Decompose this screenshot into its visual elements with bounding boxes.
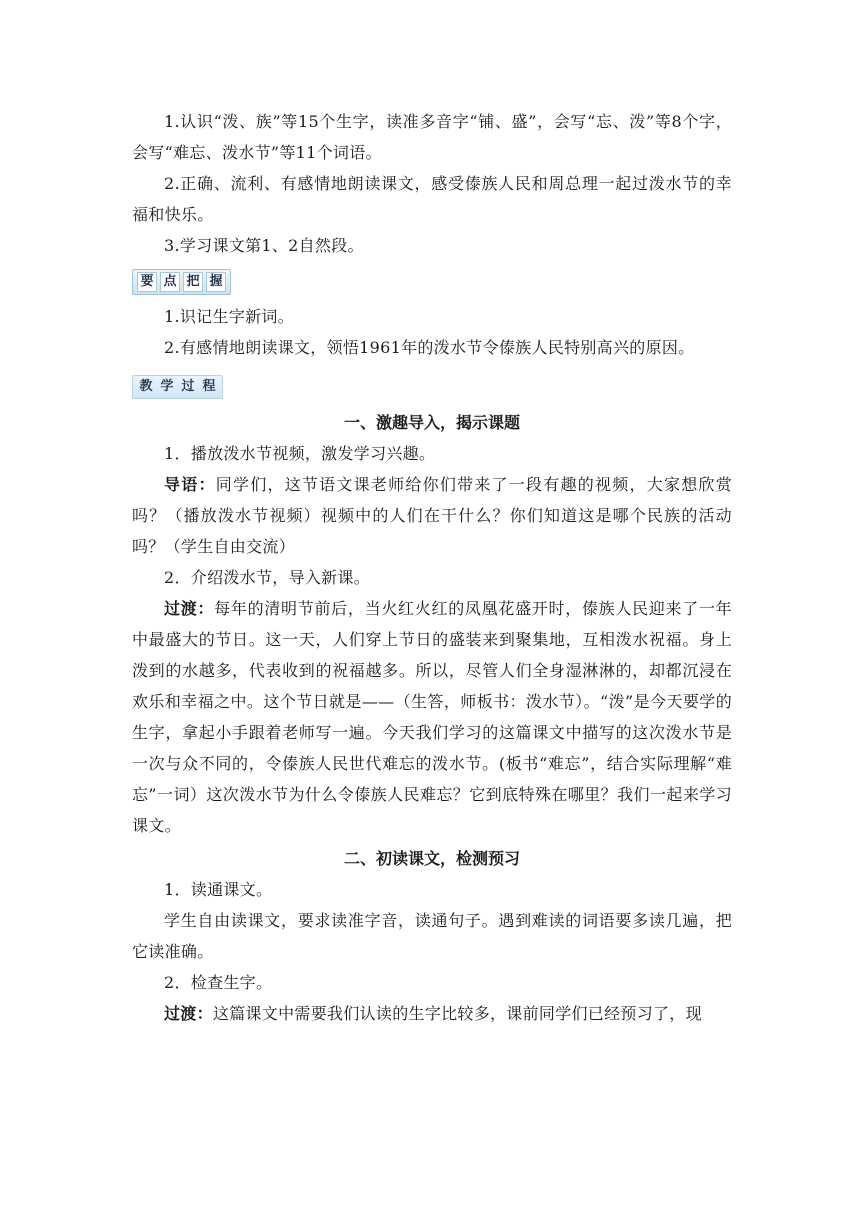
section2-step1: 1．读通课文。 bbox=[164, 880, 273, 899]
transition-text: 这篇课文中需要我们认读的生字比较多，课前同学们已经预习了，现 bbox=[212, 1004, 702, 1023]
guide-label: 导语： bbox=[164, 475, 216, 494]
section1-transition bbox=[132, 593, 732, 841]
badge-char: 教 bbox=[139, 379, 153, 394]
key-point-2: 2.有感情地朗读课文，领悟1961年的泼水节令傣族人民特别高兴的原因。 bbox=[164, 338, 695, 357]
badge-char: 程 bbox=[202, 379, 216, 394]
section-heading-1: 一、激趣导入，揭示课题 bbox=[343, 413, 520, 432]
section2-read: 学生自由读课文，要求读准字音，读通句子。遇到难读的词语要多读几遍，把它读准确。 bbox=[132, 911, 732, 961]
badge-char: 点 bbox=[160, 272, 180, 292]
objective-2: 2.正确、流利、有感情地朗读课文，感受傣族人民和周总理一起过泼水节的幸福和快乐。 bbox=[132, 174, 732, 224]
guide-text: 同学们，这节语文课老师给你们带来了一段有趣的视频，大家想欣赏吗？（播放泼水节视频）视频中的人们在干什么？你们知道这是哪个民族的活动吗？（学生自由交流） bbox=[132, 475, 732, 556]
badge-char: 握 bbox=[206, 272, 226, 292]
section2-transition bbox=[132, 998, 732, 1029]
key-point-1: 1.识记生字新词。 bbox=[164, 307, 294, 326]
transition-label: 过渡： bbox=[164, 599, 215, 618]
badge-char: 过 bbox=[181, 379, 195, 394]
key-points-badge bbox=[132, 269, 231, 295]
process-badge bbox=[132, 375, 223, 399]
transition-text: 每年的清明节前后，当火红火红的凤凰花盛开时，傣族人民迎来了一年中最盛大的节日。这一天，人们穿上节日的盛装来到聚集地，互相泼水祝福。身上泼到的水越多，代表收到的祝福越多。所以，尽管人们全身湿淋淋的，却都沉浸在欢乐和幸福之中。这个节日就是——（生答，师板书：泼水节）。“泼”是今天要学的生字，拿起小手跟着老师写一遍。今天我们学习的这篇课文中描写的这次泼水节是一次与众不同的，令傣族人民世代难忘的泼水节。(板书“难忘”，结合实际理解“难忘”一词）这次泼水节为什么令傣族人民难忘？它到底特殊在哪里？我们一起来学习课文。 bbox=[132, 599, 732, 835]
objective-3: 3.学习课文第1、2自然段。 bbox=[164, 236, 364, 255]
section2-step2: 2．检查生字。 bbox=[164, 973, 273, 992]
badge-char: 把 bbox=[183, 272, 203, 292]
badge-char: 要 bbox=[137, 272, 157, 292]
objective-1: 1.认识“泼、族”等15个生字，读准多音字“铺、盛”，会写“忘、泼”等8个字，会写“难忘、泼水节”等11个词语。 bbox=[132, 112, 732, 162]
section1-step2: 2．介绍泼水节，导入新课。 bbox=[164, 568, 371, 587]
section1-step1: 1．播放泼水节视频，激发学习兴趣。 bbox=[164, 444, 436, 463]
section-heading-2: 二、初读课文，检测预习 bbox=[343, 849, 520, 868]
section1-guide bbox=[132, 469, 732, 562]
lesson-content bbox=[132, 106, 732, 1029]
transition-label: 过渡： bbox=[164, 1004, 213, 1023]
badge-char: 学 bbox=[160, 379, 174, 394]
